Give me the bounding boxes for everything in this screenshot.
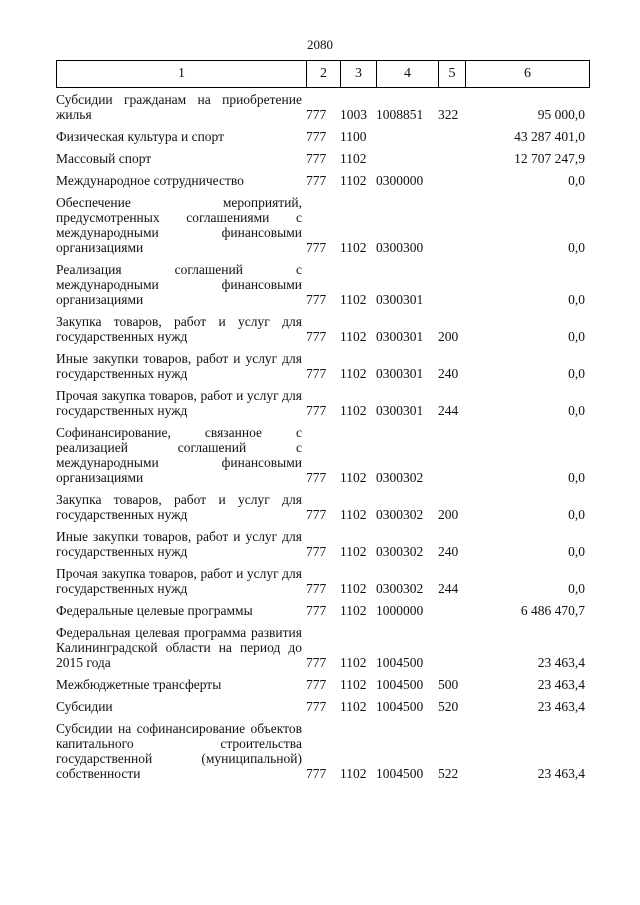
- page-number: 2080: [307, 37, 333, 52]
- item-name-cell: Субсидии: [56, 699, 113, 714]
- table-row: [56, 566, 589, 596]
- expense-type-code-cell: 240: [438, 544, 459, 559]
- expense-type-code-cell: [438, 425, 465, 485]
- section-code-cell: 1102: [340, 699, 367, 714]
- item-name-cell: Прочая закупка товаров, работ и услуг для государственных нужд: [56, 566, 302, 596]
- target-item-code-cell: 1004500: [376, 766, 424, 781]
- target-item-code-cell: 0300000: [376, 173, 424, 188]
- target-item-code-cell: 0300302: [376, 470, 424, 485]
- ministry-code-cell: 777: [306, 329, 327, 344]
- ministry-code-cell: 777: [306, 699, 327, 714]
- row-spacer: [56, 485, 589, 492]
- expense-type-code-cell: 244: [438, 581, 459, 596]
- row-spacer: [56, 596, 589, 603]
- item-name-cell: Физическая культура и спорт: [56, 129, 225, 144]
- ministry-code-cell: 777: [306, 766, 327, 781]
- section-code-cell: 1102: [340, 603, 367, 618]
- row-spacer-cell: [56, 344, 589, 351]
- ministry-code-cell: 777: [306, 151, 327, 166]
- item-name-cell: Софинансирование, связанное с реализацией соглашений с международными финансовыми организациями: [56, 425, 302, 485]
- budget-table-body: [56, 92, 589, 781]
- target-item-code-cell: 1004500: [376, 655, 424, 670]
- amount-cell: 0,0: [568, 470, 585, 485]
- expense-type-code-cell: 244: [438, 403, 459, 418]
- row-spacer-cell: [56, 255, 589, 262]
- table-row: [56, 529, 589, 559]
- row-spacer-cell: [56, 618, 589, 625]
- row-spacer-cell: [56, 670, 589, 677]
- expense-type-code-cell: 500: [438, 677, 459, 692]
- expense-type-code-cell: [438, 603, 465, 618]
- table-row: [56, 92, 589, 122]
- table-row: [56, 603, 589, 618]
- item-name-cell: Массовый спорт: [56, 151, 152, 166]
- row-spacer-cell: [56, 714, 589, 721]
- expense-type-code-cell: 520: [438, 699, 459, 714]
- row-spacer-cell: [56, 559, 589, 566]
- section-code-cell: 1102: [340, 677, 367, 692]
- table-row: [56, 351, 589, 381]
- item-name-cell: Иные закупки товаров, работ и услуг для государственных нужд: [56, 351, 302, 381]
- table-row: [56, 314, 589, 344]
- row-spacer-cell: [56, 188, 589, 195]
- target-item-code-cell: 1004500: [376, 677, 424, 692]
- row-spacer: [56, 307, 589, 314]
- section-code-cell: 1003: [340, 107, 367, 122]
- target-item-code-cell: 0300301: [376, 292, 424, 307]
- target-item-code-cell: 0300301: [376, 366, 424, 381]
- table-row: [56, 388, 589, 418]
- row-spacer: [56, 714, 589, 721]
- table-row: [56, 195, 589, 255]
- section-code-cell: 1102: [340, 544, 367, 559]
- amount-cell: 23 463,4: [537, 677, 585, 692]
- section-code-cell: 1102: [340, 329, 367, 344]
- section-code-cell: 1102: [340, 655, 367, 670]
- table-row: [56, 151, 589, 166]
- amount-cell: 95 000,0: [537, 107, 585, 122]
- expense-type-code-cell: [438, 173, 465, 188]
- ministry-code-cell: 777: [306, 403, 327, 418]
- section-code-cell: 1102: [340, 292, 367, 307]
- row-spacer: [56, 381, 589, 388]
- amount-cell: 43 287 401,0: [514, 129, 585, 144]
- ministry-code-cell: 777: [306, 470, 327, 485]
- row-spacer-cell: [56, 522, 589, 529]
- expense-type-code-cell: 322: [438, 107, 459, 122]
- ministry-code-cell: 777: [306, 173, 327, 188]
- row-spacer-cell: [56, 692, 589, 699]
- ministry-code-cell: 777: [306, 581, 327, 596]
- item-name-cell: Федеральная целевая программа развития Калининградской области на период до 2015 года: [56, 625, 302, 670]
- expense-type-code-cell: [438, 625, 465, 670]
- section-code-cell: 1100: [340, 129, 367, 144]
- target-item-code-cell: 0300302: [376, 507, 424, 522]
- item-name-cell: Международное сотрудничество: [56, 173, 244, 188]
- expense-type-code-cell: [438, 262, 465, 307]
- target-item-code-cell: 0300302: [376, 544, 424, 559]
- ministry-code-cell: 777: [306, 507, 327, 522]
- section-code-cell: 1102: [340, 766, 367, 781]
- amount-cell: 0,0: [568, 507, 585, 522]
- row-spacer: [56, 122, 589, 129]
- expense-type-code-cell: 240: [438, 366, 459, 381]
- target-item-code-cell: [376, 129, 438, 144]
- amount-cell: 0,0: [568, 329, 585, 344]
- section-code-cell: 1102: [340, 366, 367, 381]
- row-spacer: [56, 670, 589, 677]
- amount-cell: 23 463,4: [537, 655, 585, 670]
- row-spacer: [56, 559, 589, 566]
- amount-cell: 23 463,4: [537, 699, 585, 714]
- table-row: [56, 625, 589, 670]
- ministry-code-cell: 777: [306, 655, 327, 670]
- ministry-code-cell: 777: [306, 292, 327, 307]
- row-spacer-cell: [56, 122, 589, 129]
- row-spacer: [56, 166, 589, 173]
- row-spacer: [56, 144, 589, 151]
- amount-cell: 0,0: [568, 292, 585, 307]
- row-spacer-cell: [56, 166, 589, 173]
- row-spacer: [56, 618, 589, 625]
- item-name-cell: Федеральные целевые программы: [56, 603, 253, 618]
- section-code-cell: 1102: [340, 240, 367, 255]
- column-header-row: [57, 61, 590, 88]
- section-code-cell: 1102: [340, 581, 367, 596]
- row-spacer: [56, 188, 589, 195]
- row-spacer-cell: [56, 144, 589, 151]
- amount-cell: 12 707 247,9: [514, 151, 585, 166]
- table-row: [56, 721, 589, 781]
- row-spacer: [56, 418, 589, 425]
- expense-type-code-cell: 200: [438, 507, 459, 522]
- ministry-code-cell: 777: [306, 240, 327, 255]
- row-spacer-cell: [56, 485, 589, 492]
- row-spacer-cell: [56, 596, 589, 603]
- row-spacer: [56, 692, 589, 699]
- amount-cell: 0,0: [568, 366, 585, 381]
- expense-type-code-cell: [438, 129, 465, 144]
- section-code-cell: 1102: [340, 173, 367, 188]
- target-item-code-cell: 1008851: [376, 107, 424, 122]
- section-code-cell: 1102: [340, 470, 367, 485]
- row-spacer-cell: [56, 307, 589, 314]
- table-row: [56, 492, 589, 522]
- ministry-code-cell: 777: [306, 603, 327, 618]
- target-item-code-cell: 0300301: [376, 329, 424, 344]
- table-row: [56, 425, 589, 485]
- column-header-1: 1: [57, 61, 307, 88]
- row-spacer-cell: [56, 418, 589, 425]
- target-item-code-cell: 1004500: [376, 699, 424, 714]
- expense-type-code-cell: 200: [438, 329, 459, 344]
- target-item-code-cell: 0300301: [376, 403, 424, 418]
- item-name-cell: Прочая закупка товаров, работ и услуг для государственных нужд: [56, 388, 302, 418]
- row-spacer-cell: [56, 381, 589, 388]
- section-code-cell: 1102: [340, 403, 367, 418]
- ministry-code-cell: 777: [306, 107, 327, 122]
- column-header-2: 2: [307, 61, 341, 88]
- table-row: [56, 173, 589, 188]
- row-spacer: [56, 255, 589, 262]
- target-item-code-cell: 0300302: [376, 581, 424, 596]
- amount-cell: 0,0: [568, 581, 585, 596]
- target-item-code-cell: 1000000: [376, 603, 424, 618]
- row-spacer: [56, 522, 589, 529]
- ministry-code-cell: 777: [306, 129, 327, 144]
- item-name-cell: Обеспечение мероприятий, предусмотренных соглашениями с международными финансовыми организациями: [56, 195, 302, 255]
- target-item-code-cell: 0300300: [376, 240, 424, 255]
- amount-cell: 6 486 470,7: [520, 603, 585, 618]
- ministry-code-cell: 777: [306, 677, 327, 692]
- section-code-cell: 1102: [340, 507, 367, 522]
- column-header-3: 3: [341, 61, 377, 88]
- amount-cell: 0,0: [568, 403, 585, 418]
- table-row: [56, 677, 589, 692]
- amount-cell: 0,0: [568, 544, 585, 559]
- ministry-code-cell: 777: [306, 366, 327, 381]
- table-row: [56, 699, 589, 714]
- expense-type-code-cell: [438, 195, 465, 255]
- amount-cell: 0,0: [568, 173, 585, 188]
- column-header-4: 4: [377, 61, 439, 88]
- section-code-cell: 1102: [340, 151, 367, 166]
- table-row: [56, 262, 589, 307]
- budget-table: [56, 92, 589, 781]
- table-row: [56, 129, 589, 144]
- item-name-cell: Субсидии на софинансирование объектов капитального строительства государственной (муниципальной) собственности: [56, 721, 302, 781]
- expense-type-code-cell: [438, 151, 465, 166]
- item-name-cell: Реализация соглашений с международными финансовыми организациями: [56, 262, 302, 307]
- item-name-cell: Иные закупки товаров, работ и услуг для государственных нужд: [56, 529, 302, 559]
- ministry-code-cell: 777: [306, 544, 327, 559]
- row-spacer: [56, 344, 589, 351]
- item-name-cell: Межбюджетные трансферты: [56, 677, 222, 692]
- expense-type-code-cell: 522: [438, 766, 459, 781]
- column-header-5: 5: [439, 61, 466, 88]
- column-header-table: [56, 60, 590, 88]
- item-name-cell: Субсидии гражданам на приобретение жилья: [56, 92, 302, 122]
- amount-cell: 23 463,4: [537, 766, 585, 781]
- amount-cell: 0,0: [568, 240, 585, 255]
- target-item-code-cell: [376, 151, 438, 166]
- item-name-cell: Закупка товаров, работ и услуг для государственных нужд: [56, 492, 302, 522]
- column-header-6: 6: [466, 61, 590, 88]
- item-name-cell: Закупка товаров, работ и услуг для государственных нужд: [56, 314, 302, 344]
